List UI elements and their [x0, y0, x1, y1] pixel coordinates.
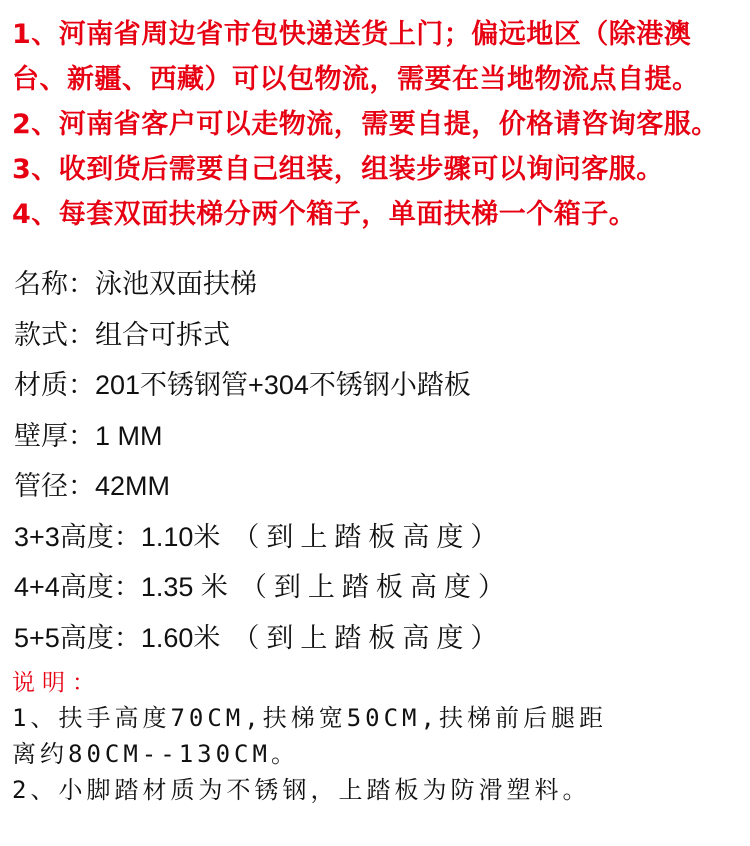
spec-row-height-4-4: [14, 565, 734, 616]
spec-value: 泳池双面扶梯: [95, 269, 257, 299]
spec-row-height-5-5: [14, 616, 734, 667]
description-line-3: 2、小脚踏材质为不锈钢，上踏板为防滑塑料。: [12, 776, 591, 804]
notice-line-1: 1、河南省周边省市包快递送货上门；偏远地区（除港澳: [12, 19, 692, 50]
spec-note: （到上踏板高度）: [232, 622, 505, 653]
spec-separator: ：: [113, 521, 141, 552]
notice-line-3: 2、河南省客户可以走物流，需要自提，价格请咨询客服。: [12, 109, 719, 140]
spec-separator: ：: [68, 471, 95, 501]
description-body: [12, 700, 740, 808]
spec-separator: ：: [68, 370, 95, 400]
spec-separator: ：: [68, 420, 95, 451]
spec-list: [14, 262, 734, 666]
description-heading: 说明：: [12, 670, 102, 696]
spec-label: 5+5高度: [14, 622, 114, 653]
spec-label: 款式: [14, 319, 68, 350]
spec-value: 1.35 米: [140, 572, 228, 602]
spec-separator: ：: [113, 622, 141, 653]
description-line-1: 1、扶手高度70CM,扶梯宽50CM,扶梯前后腿距: [12, 704, 607, 732]
notice-line-2: 台、新疆、西藏）可以包物流，需要在当地物流点自提。: [12, 64, 700, 95]
spec-row-height-3-3: [14, 515, 734, 566]
spec-note: （到上踏板高度）: [232, 521, 505, 552]
spec-value: 42MM: [95, 471, 171, 501]
notice-line-4: 3、收到货后需要自己组装，组装步骤可以询问客服。: [12, 154, 664, 185]
spec-value: 1 MM: [95, 420, 163, 451]
spec-row-name: [14, 262, 734, 313]
notice-line-5: 4、每套双面扶梯分两个箱子，单面扶梯一个箱子。: [12, 199, 637, 230]
spec-label: 名称: [14, 269, 68, 299]
spec-label: 4+4高度: [14, 572, 114, 602]
spec-row-tube-diameter: [14, 464, 734, 515]
shipping-notice: [12, 12, 742, 237]
spec-value: 1.10米: [140, 521, 221, 552]
spec-separator: ：: [113, 572, 141, 602]
spec-row-material: [14, 363, 734, 414]
spec-label: 3+3高度: [14, 521, 114, 552]
spec-note: （到上踏板高度）: [239, 572, 512, 602]
spec-row-style: [14, 313, 734, 364]
spec-separator: ：: [68, 269, 95, 299]
spec-value: 201不锈钢管+304不锈钢小踏板: [95, 370, 471, 400]
spec-value: 1.60米: [140, 622, 221, 653]
spec-separator: ：: [68, 319, 95, 350]
spec-value: 组合可拆式: [95, 319, 230, 350]
spec-label: 管径: [14, 471, 68, 501]
description-line-2: 离约80CM--130CM。: [12, 740, 299, 768]
spec-row-wall-thickness: [14, 414, 734, 465]
spec-label: 材质: [14, 370, 68, 400]
spec-label: 壁厚: [14, 420, 68, 451]
